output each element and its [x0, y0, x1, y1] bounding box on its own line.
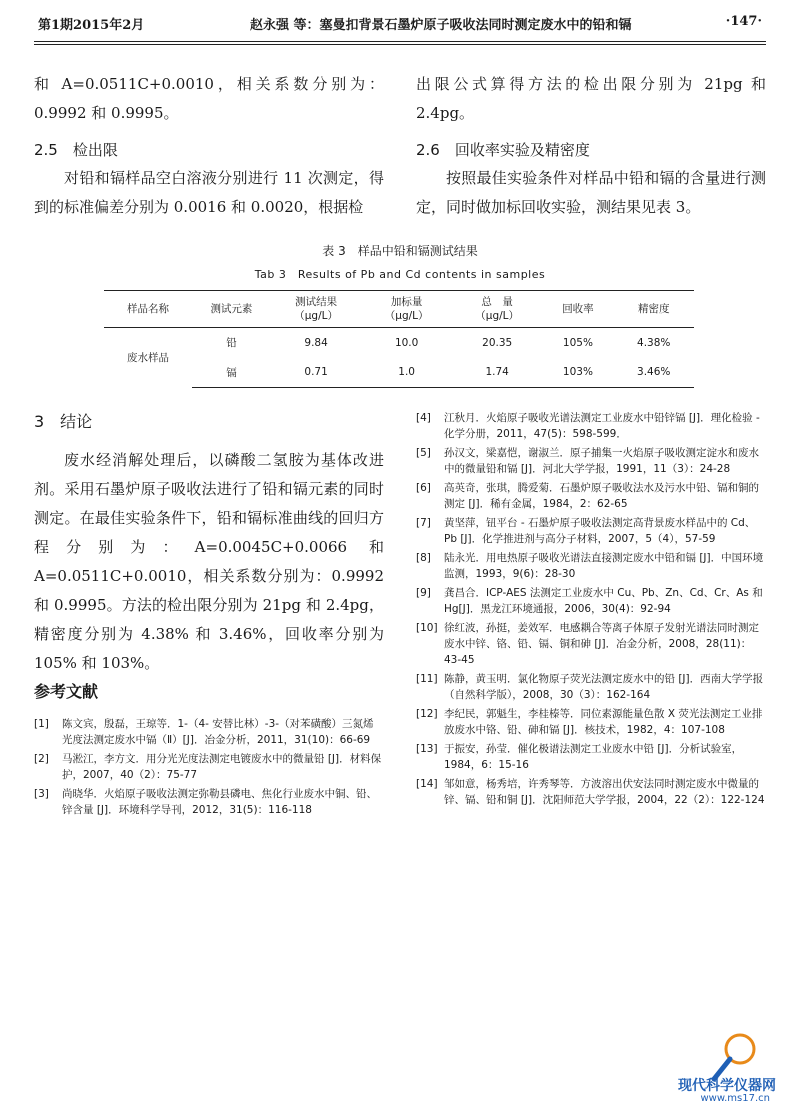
reference-number: [6] — [416, 482, 431, 494]
cell-precision: 3.46% — [613, 358, 694, 388]
results-table — [104, 290, 694, 388]
running-header — [34, 14, 766, 36]
references-heading: 参考文献 — [34, 682, 99, 701]
reference-item — [416, 741, 768, 773]
right-column-top — [416, 70, 766, 222]
reference-text: 李纪民，郭魁生，李桂榛等．同位素源能量色散 X 荧光法测定工业排放废水中铬、铅、砷和镉 [J]．核技术，1982，4：107-108 — [444, 708, 763, 736]
section-3-heading: 3 结论 — [34, 412, 93, 431]
reference-item — [416, 445, 768, 477]
cell-recovery: 103% — [542, 358, 613, 388]
table-caption-cn: 表 3 样品中铅和镉测试结果 — [322, 244, 478, 258]
left-column-top — [34, 70, 384, 222]
reference-item — [34, 786, 384, 818]
header-recovery: 回收率 — [542, 291, 613, 328]
header-precision: 精密度 — [613, 291, 694, 328]
reference-text: 高英奇，张琪，腾爱菊．石墨炉原子吸收法水及污水中铅、镉和铜的测定 [J]．稀有金属，1984，2：62-65 — [444, 482, 759, 510]
reference-item — [416, 480, 768, 512]
references-right-list — [416, 410, 768, 811]
conclusion-paragraph: 废水经消解处理后，以磷酸二氢胺为基体改进剂。采用石墨炉原子吸收法进行了铅和镉元素的同时测定。在最佳实验条件下，铅和镉标准曲线的回归方程分别为：A=0.0045C+0.0066 和 A=0.0511C+0.0010，相关系数分别为：0.9992 和 0.9995。方法的检出限分别为 21pg 和 2.4pg，精密度分别为 4.38% 和 3.46%，回收率分别为 105% 和 103%。 — [34, 451, 384, 672]
header-element: 测试元素 — [192, 291, 271, 328]
reference-number: [13] — [416, 743, 438, 755]
article-running-title: 赵永强 等：塞曼扣背景石墨炉原子吸收法同时测定废水中的铅和镉 — [250, 18, 632, 33]
reference-text: 陈文宾，殷磊，王琼等．1-（4- 安替比林）-3-（对苯磺酸）三氮烯光度法测定废水中镉（Ⅱ）[J]．冶金分析，2011，31(10)：66-69 — [62, 718, 374, 746]
reference-number: [2] — [34, 753, 49, 765]
table-row — [104, 328, 694, 358]
paragraph-detection-limit-continued: 出限公式算得方法的检出限分别为 21pg 和 2.4pg。 — [416, 75, 766, 122]
header-sample-name: 样品名称 — [104, 291, 192, 328]
reference-item — [416, 550, 768, 582]
cell-element: 镉 — [192, 358, 271, 388]
reference-number: [8] — [416, 552, 431, 564]
reference-text: 于振安，孙莹．催化极谱法测定工业废水中铅 [J]．分析试验室，1984，6：15-16 — [444, 743, 743, 771]
cell-element: 铅 — [226, 337, 237, 350]
watermark-site-name: 现代科学仪器网 — [678, 1078, 776, 1094]
reference-number: [11] — [416, 673, 438, 685]
section-2-5-heading: 2.5 检出限 — [34, 141, 118, 159]
header-result: 测试结果 （μg/L） — [271, 291, 362, 328]
references-left-list — [34, 716, 384, 821]
reference-text: 邹如意，杨秀培，许秀琴等．方波溶出伏安法同时测定废水中微量的锌、镉、铅和铜 [J]．沈阳师范大学学报，2004，22（2）：122-124 — [444, 778, 765, 806]
cell-result: 9.84 — [304, 336, 328, 349]
header-total: 总 量 （μg/L） — [452, 291, 543, 328]
journal-issue: 第1期2015年2月 — [38, 18, 145, 33]
cell-total: 1.74 — [452, 358, 543, 388]
table-caption-en: Tab 3 Results of Pb and Cd contents in samples — [254, 268, 546, 281]
reference-item — [416, 515, 768, 547]
reference-text: 龚昌合．ICP-AES 法测定工业废水中 Cu、Pb、Zn、Cd、Cr、As 和 Hg[J]．黑龙江环境通报，2006，30(4)：92-94 — [444, 587, 763, 615]
paragraph-recovery: 按照最佳实验条件对样品中铅和镉的含量进行测定，同时做加标回收实验，测结果见表 3。 — [416, 169, 766, 216]
reference-text: 黄坚萍，钮平台 - 石墨炉原子吸收法测定高背景废水样品中的 Cd、Pb [J]．化学推进剂与高分子材料，2007，5（4），57-59 — [444, 517, 756, 545]
reference-text: 孙汉文，梁嘉恺，谢淑兰．原子捕集一火焰原子吸收测定淀水和废水中的微量铅和镉 [J]．河北大学学报，1991，11（3）：24-28 — [444, 447, 759, 475]
cell-spike: 10.0 — [394, 336, 419, 349]
watermark-url: www.ms17.cn — [700, 1093, 770, 1104]
header-spike: 加标量 （μg/L） — [361, 291, 452, 328]
reference-item — [416, 585, 768, 617]
references-section — [34, 678, 384, 706]
reference-text: 陈静，黄玉明．氯化物原子荧光法测定废水中的铅 [J]．西南大学学报（自然科学版），2008，30（3）：162-164 — [444, 673, 764, 701]
header-rule-top — [34, 41, 766, 42]
reference-number: [9] — [416, 587, 431, 599]
reference-item — [416, 776, 768, 808]
page-number: ·147· — [725, 14, 762, 29]
reference-number: [12] — [416, 708, 438, 720]
reference-text: 江秋月．火焰原子吸收光谱法测定工业废水中铅锌镉 [J]．理化检验 - 化学分册，2011，47(5)：598-599． — [444, 412, 760, 440]
reference-item — [416, 620, 768, 668]
cell-precision: 4.38% — [637, 336, 671, 349]
cell-total: 20.35 — [482, 336, 513, 349]
reference-text: 徐红波，孙挺，姜效军．电感耦合等离子体原子发射光谱法同时测定废水中锌、铬、铅、镉、铜和砷 [J]．冶金分析，2008，28(11)：43-45 — [444, 622, 759, 666]
conclusion-section — [34, 408, 384, 678]
cell-spike: 1.0 — [361, 358, 452, 388]
reference-number: [10] — [416, 622, 438, 634]
table-row — [104, 358, 694, 388]
paragraph-regression-continued: 和 A=0.0511C+0.0010，相关系数分别为：0.9992 和 0.9995。 — [34, 75, 384, 122]
table-header-row — [104, 291, 694, 328]
reference-text: 尚晓华．火焰原子吸收法测定弥勒县磷电、焦化行业废水中铜、铅、锌含量 [J]．环境科学导刊，2012，31(5)：116-118 — [62, 788, 377, 816]
paragraph-detection-limit: 对铅和镉样品空白溶液分别进行 11 次测定，得到的标准偏差分别为 0.0016 和 0.0020，根据检 — [34, 169, 384, 216]
reference-item — [416, 410, 768, 442]
watermark-logo — [622, 1027, 782, 1107]
reference-number: [4] — [416, 412, 431, 424]
reference-number: [1] — [34, 718, 49, 730]
reference-item — [416, 671, 768, 703]
reference-number: [3] — [34, 788, 49, 800]
reference-text: 马淞江，李方文．用分光光度法测定电镀废水中的微量铅 [J]．材料保护，2007，40（2）：75-77 — [62, 753, 382, 781]
reference-item — [416, 706, 768, 738]
reference-item — [34, 751, 384, 783]
reference-item — [34, 716, 384, 748]
header-rule-bottom — [34, 44, 766, 45]
cell-result: 0.71 — [271, 358, 362, 388]
reference-text: 陆永光．用电热原子吸收光谱法直接测定废水中铅和镉 [J]．中国环境监测，1993，9(6)：28-30 — [444, 552, 764, 580]
reference-number: [5] — [416, 447, 431, 459]
reference-number: [14] — [416, 778, 438, 790]
reference-number: [7] — [416, 517, 431, 529]
cell-sample-name: 废水样品 — [127, 352, 170, 365]
section-2-6-heading: 2.6 回收率实验及精密度 — [416, 141, 590, 159]
cell-recovery: 105% — [562, 336, 593, 349]
